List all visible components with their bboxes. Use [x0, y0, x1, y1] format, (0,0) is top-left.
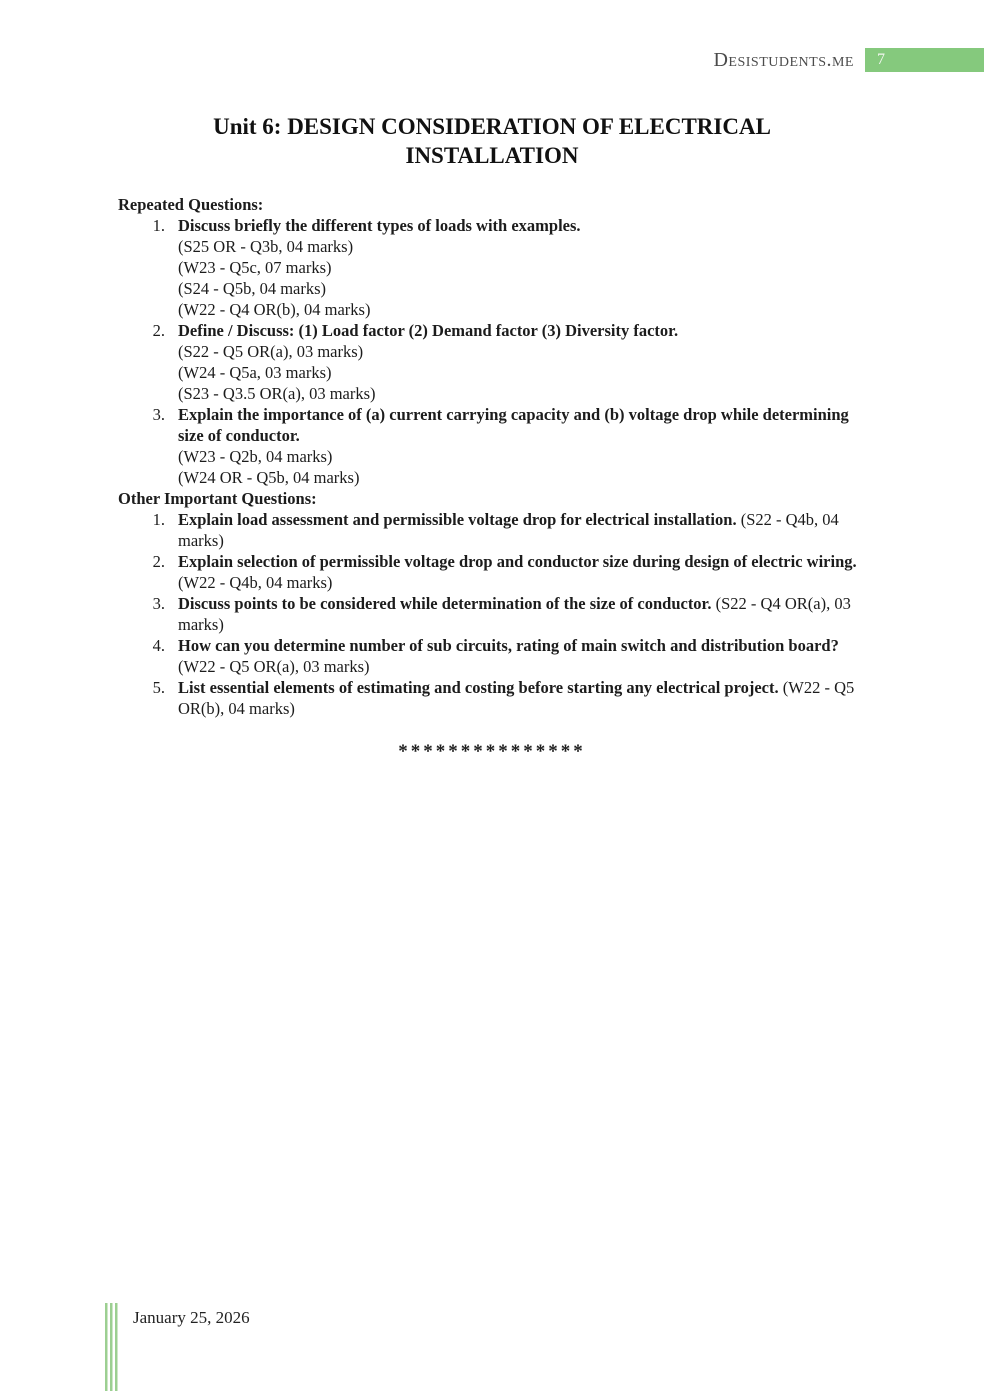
document-title: [0, 112, 984, 170]
question-text: [178, 677, 866, 719]
marks-ref: (W22 - Q5 OR(b), 04 marks): [178, 678, 855, 718]
title-line-2: INSTALLATION: [405, 143, 579, 168]
question-text: [178, 635, 866, 677]
question-text: [178, 551, 866, 593]
marks-ref: (W22 - Q4 OR(b), 04 marks): [178, 300, 371, 319]
marks-ref: (W22 - Q4b, 04 marks): [178, 573, 333, 592]
marks-ref: (W23 - Q5c, 07 marks): [178, 258, 332, 277]
other-questions-heading: Other Important Questions:: [118, 489, 317, 508]
question-statement: Explain load assessment and permissible voltage drop for electrical installation.: [178, 510, 737, 529]
marks-ref: (S22 - Q4 OR(a), 03 marks): [178, 594, 851, 634]
question-item: [118, 320, 866, 404]
question-statement: Define / Discuss: (1) Load factor (2) Demand factor (3) Diversity factor.: [178, 321, 679, 340]
question-item: [118, 635, 866, 677]
question-item: [118, 509, 866, 551]
question-statement: Explain the importance of (a) current carrying capacity and (b) voltage drop while determining size of conductor.: [178, 405, 849, 445]
question-text: [178, 320, 866, 404]
marks-ref: (S24 - Q5b, 04 marks): [178, 279, 327, 298]
site-name: Desistudents.me: [713, 49, 854, 71]
question-number: 1.: [152, 510, 165, 529]
page-number-badge: [865, 48, 984, 72]
marks-ref: (W24 - Q5a, 03 marks): [178, 363, 332, 382]
footer-accent-lines: [105, 1303, 118, 1391]
repeated-questions-heading: Repeated Questions:: [118, 195, 264, 214]
question-text: [178, 593, 866, 635]
page-header: [713, 48, 984, 72]
question-statement: List essential elements of estimating and costing before starting any electrical project.: [178, 678, 779, 697]
marks-ref: (S22 - Q4b, 04 marks): [178, 510, 839, 550]
marks-ref: (W24 OR - Q5b, 04 marks): [178, 468, 360, 487]
question-number: 2.: [152, 552, 165, 571]
question-number: 4.: [152, 636, 165, 655]
marks-ref: (W22 - Q5 OR(a), 03 marks): [178, 657, 370, 676]
question-text: [178, 215, 866, 320]
question-item: [118, 593, 866, 635]
question-item: [118, 404, 866, 488]
question-text: [178, 404, 866, 488]
page-number: 7: [877, 51, 885, 68]
marks-ref: (S22 - Q5 OR(a), 03 marks): [178, 342, 364, 361]
marks-ref: (W23 - Q2b, 04 marks): [178, 447, 333, 466]
footer-date: January 25, 2026: [133, 1308, 250, 1327]
question-number: 3.: [152, 405, 165, 424]
question-number: 2.: [152, 321, 165, 340]
question-statement: Discuss briefly the different types of loads with examples.: [178, 216, 581, 235]
question-statement: How can you determine number of sub circuits, rating of main switch and distribution board?: [178, 636, 839, 655]
question-text: [178, 509, 866, 551]
marks-ref: (S25 OR - Q3b, 04 marks): [178, 237, 354, 256]
question-statement: Discuss points to be considered while determination of the size of conductor.: [178, 594, 712, 613]
separator-asterisks: ***************: [398, 741, 586, 762]
document-body: [118, 194, 866, 762]
question-statement: Explain selection of permissible voltage drop and conductor size during design of electric wiring.: [178, 552, 857, 571]
question-item: [118, 215, 866, 320]
title-line-1: Unit 6: DESIGN CONSIDERATION OF ELECTRICAL: [213, 114, 771, 139]
question-item: [118, 551, 866, 593]
question-number: 3.: [152, 594, 165, 613]
question-item: [118, 677, 866, 719]
marks-ref: (S23 - Q3.5 OR(a), 03 marks): [178, 384, 376, 403]
question-number: 5.: [152, 678, 165, 697]
question-number: 1.: [152, 216, 165, 235]
